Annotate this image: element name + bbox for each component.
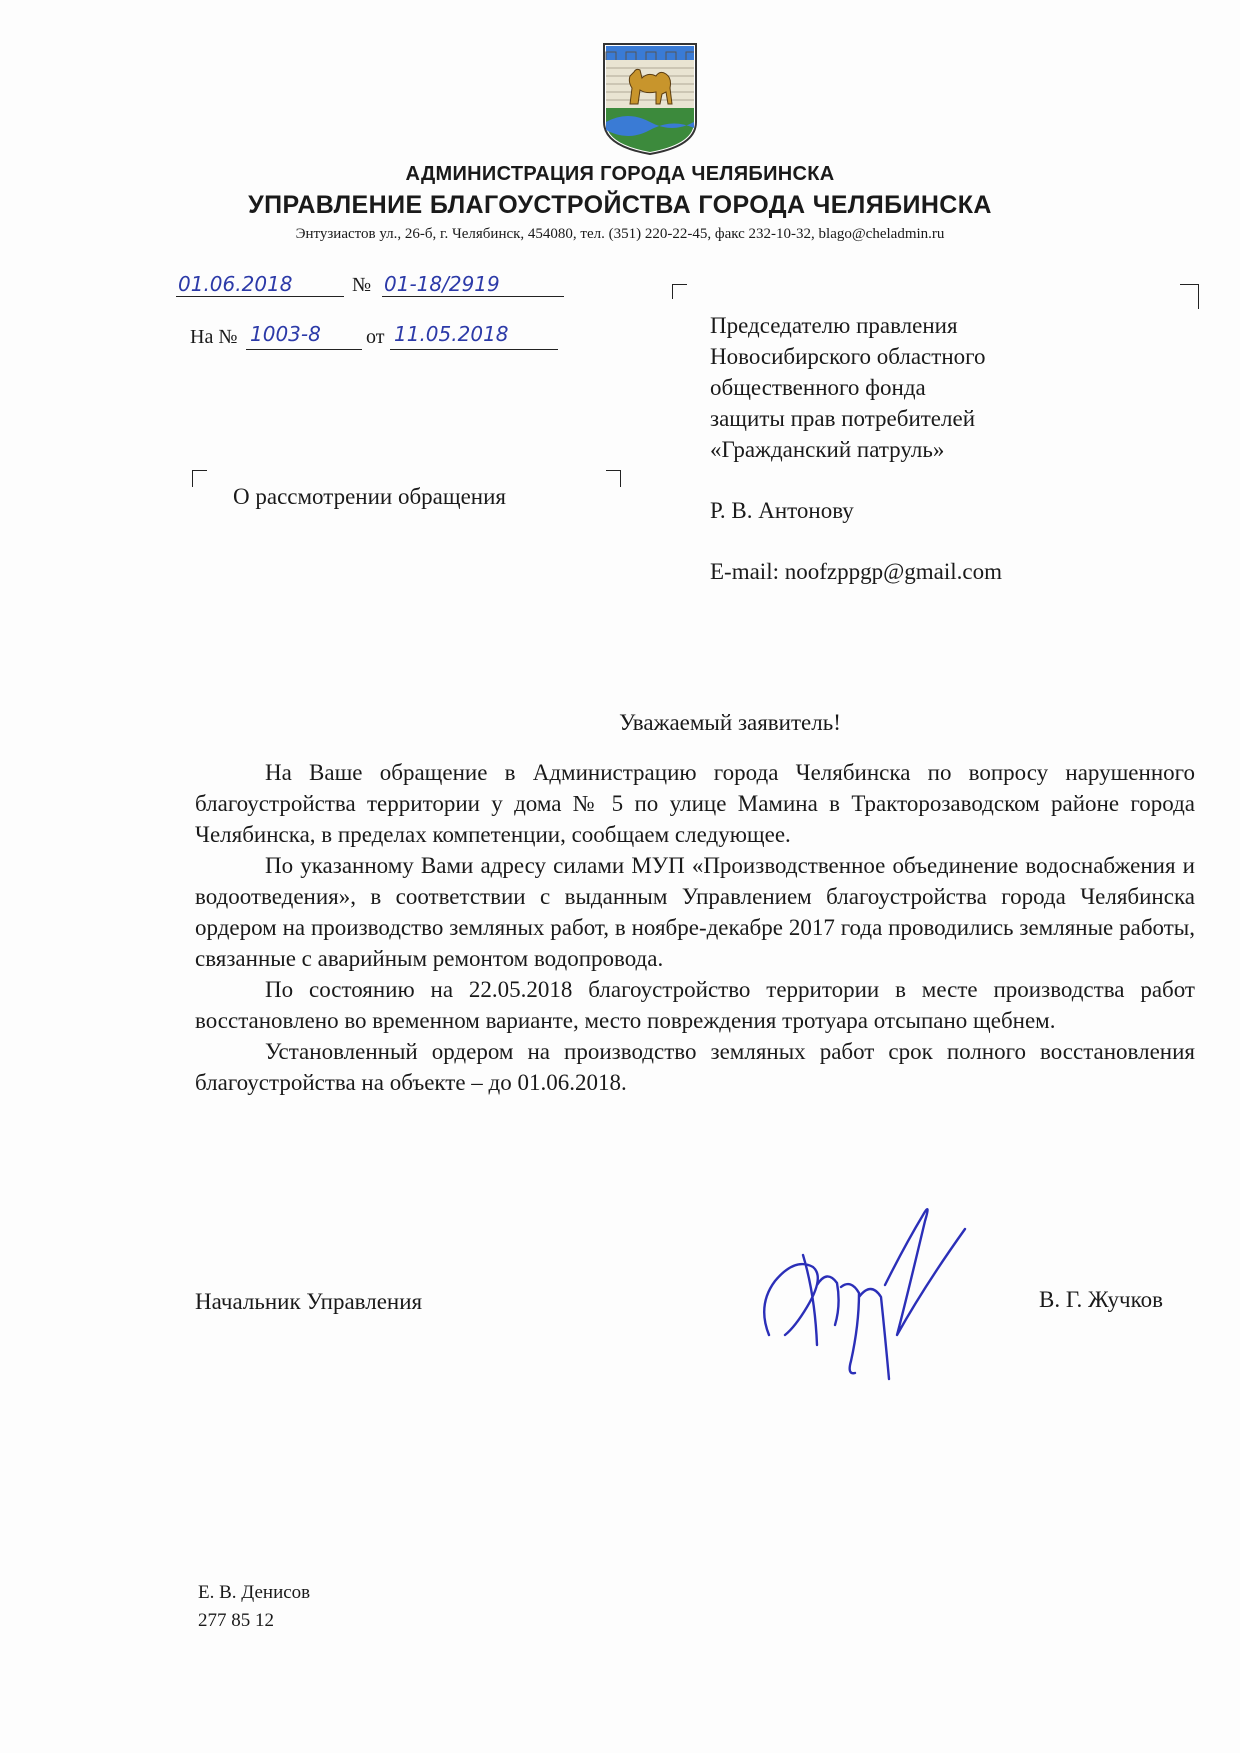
body-paragraph: Установленный ордером на производство земляных работ срок полного восстановления благоустройства на объекте – до 01.06.2018. bbox=[195, 1039, 1195, 1095]
letter-body bbox=[195, 757, 1195, 1098]
signatory-title: Начальник Управления bbox=[195, 1289, 423, 1314]
addressee-line: общественного фонда bbox=[710, 375, 926, 400]
executor-phone: 277 85 12 bbox=[198, 1610, 274, 1631]
department-contacts: Энтузиастов ул., 26-б, г. Челябинск, 454080, тел. (351) 220-22-45, факс 232-10-32, blago@cheladmin.ru bbox=[295, 226, 945, 242]
outgoing-date: 01.06.2018 bbox=[178, 272, 293, 296]
signatory-name: В. Г. Жучков bbox=[1039, 1287, 1163, 1312]
subject-bracket-left bbox=[192, 470, 207, 487]
addressee-bracket-left bbox=[672, 284, 687, 299]
reply-from-label: от bbox=[366, 326, 385, 348]
addressee-name: Р. В. Антонову bbox=[710, 498, 854, 523]
executor-name: Е. В. Денисов bbox=[198, 1582, 311, 1603]
addressee-line: защиты прав потребителей bbox=[710, 406, 976, 431]
addressee-line: Новосибирского областного bbox=[710, 344, 986, 369]
body-paragraph: На Ваше обращение в Администрацию города Челябинска по вопросу нарушенного благоустройства территории у дома № 5 по улице Мамина в Тракторозаводском районе города Челябинска, в пределах компетенции, сообщаем следующее. bbox=[195, 760, 1195, 847]
department-title: УПРАВЛЕНИЕ БЛАГОУСТРОЙСТВА ГОРОДА ЧЕЛЯБИНСКА bbox=[248, 191, 992, 219]
body-paragraph: По указанному Вами адресу силами МУП «Производственное объединение водоснабжения и водоотведения», в соответствии с выданным Управлением благоустройства города Челябинска ордером на производство земляных работ, в ноябре-декабре 2017 года проводились земляные работы, связанные с аварийным ремонтом водопровода. bbox=[195, 853, 1195, 971]
letter-subject: О рассмотрении обращения bbox=[233, 484, 506, 509]
addressee-email: E-mail: noofzppgp@gmail.com bbox=[710, 559, 1003, 584]
addressee-bracket-right bbox=[1180, 284, 1199, 309]
administration-title: АДМИНИСТРАЦИЯ ГОРОДА ЧЕЛЯБИНСКА bbox=[405, 163, 835, 185]
addressee-line: «Гражданский патруль» bbox=[710, 437, 945, 462]
addressee-line: Председателю правления bbox=[710, 313, 958, 338]
salutation: Уважаемый заявитель! bbox=[619, 710, 841, 735]
reply-label: На № bbox=[190, 326, 238, 348]
outgoing-number: 01-18/2919 bbox=[384, 272, 500, 296]
body-paragraph: По состоянию на 22.05.2018 благоустройство территории в месте производства работ восстановлено во временном варианте, место повреждения тротуара отсыпано щебнем. bbox=[195, 977, 1195, 1033]
number-label: № bbox=[352, 274, 372, 296]
handwritten-signature bbox=[755, 1185, 985, 1385]
city-emblem-icon bbox=[600, 38, 700, 156]
addressee-block bbox=[710, 310, 1002, 587]
reply-date: 11.05.2018 bbox=[394, 322, 509, 346]
subject-bracket-right bbox=[606, 470, 621, 487]
reply-number: 1003-8 bbox=[250, 322, 321, 346]
